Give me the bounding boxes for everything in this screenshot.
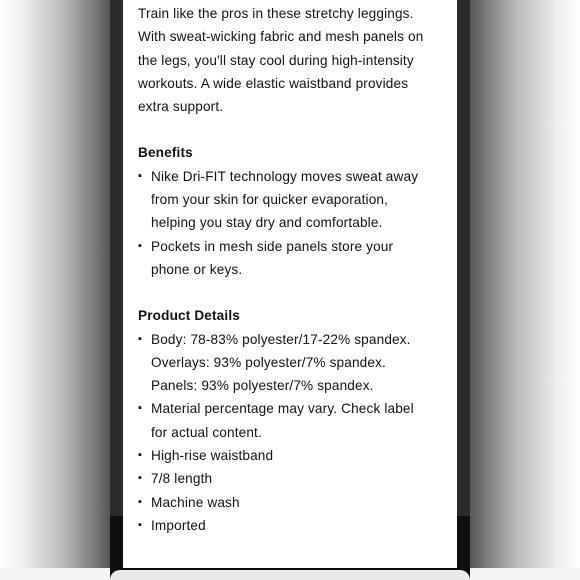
description-intro: Train like the pros in these stretchy leggings. With sweat-wicking fabric and mesh panels on the legs, you'll stay cool during high-intensity workouts. A wide elastic waistband provides extra support. — [138, 6, 424, 115]
bullet-icon: ▪ — [138, 332, 143, 345]
benefit-text: Nike Dri-FIT technology moves sweat away from your skin for quicker evaporation, helping you stay dry and comfortable. — [151, 168, 419, 231]
product-details-heading: Product Details — [138, 308, 240, 324]
bullet-icon: ▪ — [138, 402, 143, 415]
bullet-icon: ▪ — [138, 449, 143, 462]
product-details-list — [138, 328, 457, 538]
list-item — [138, 514, 423, 537]
benefit-text: Pockets in mesh side panels store your phone or keys. — [151, 238, 394, 277]
bullet-icon: ▪ — [138, 495, 143, 508]
list-item — [138, 397, 423, 444]
benefits-list — [138, 165, 457, 281]
bullet-icon: ▪ — [138, 518, 143, 531]
detail-text: Machine wash — [151, 494, 240, 510]
list-item — [138, 328, 423, 398]
bullet-icon: ▪ — [138, 239, 143, 252]
list-item — [138, 235, 423, 282]
list-item — [138, 165, 423, 235]
list-item — [138, 491, 423, 514]
list-item — [138, 444, 423, 467]
detail-text: 7/8 length — [151, 471, 213, 487]
detail-text: High-rise waistband — [151, 448, 274, 464]
bullet-icon: ▪ — [138, 169, 143, 182]
list-item — [138, 467, 423, 490]
phone-frame-base — [110, 570, 470, 580]
benefits-heading: Benefits — [138, 145, 193, 161]
bullet-icon: ▪ — [138, 472, 143, 485]
detail-text: Body: 78-83% polyester/17-22% spandex. Overlays: 93% polyester/7% spandex. Panels: 93% polyester/7% spandex. — [151, 331, 411, 394]
product-description-screen — [123, 0, 457, 568]
detail-text: Material percentage may vary. Check label for actual content. — [151, 401, 414, 440]
detail-text: Imported — [151, 517, 206, 533]
